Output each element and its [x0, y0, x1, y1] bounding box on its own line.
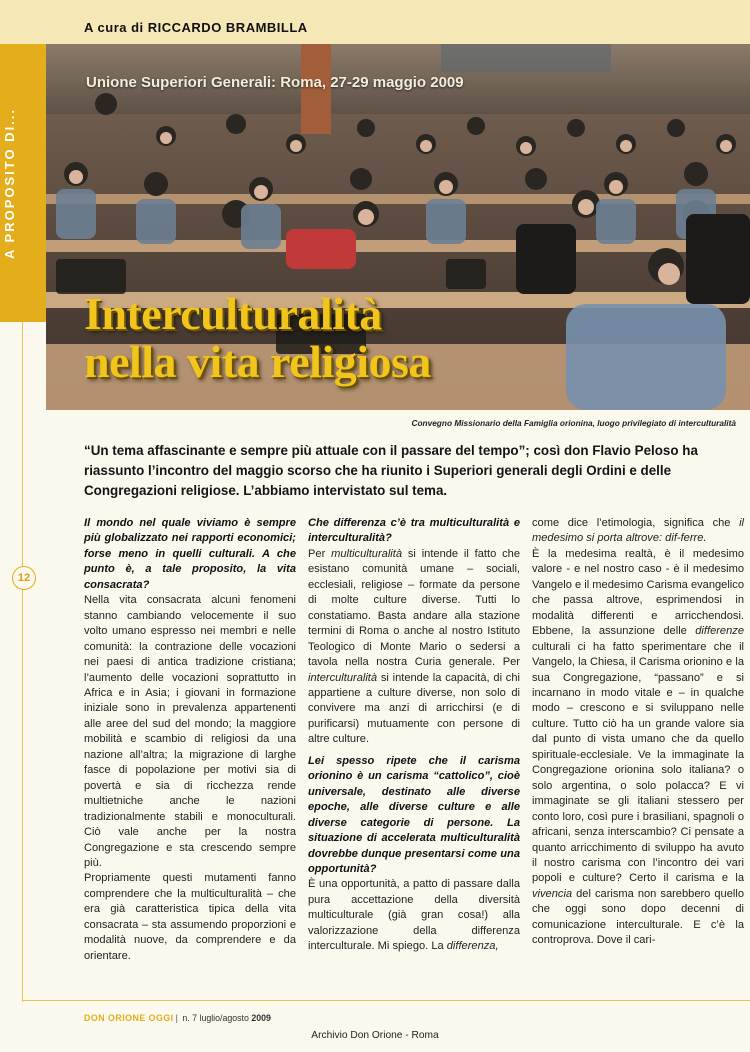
article-title — [84, 290, 431, 386]
curator-credit: A cura di RICCARDO BRAMBILLA — [84, 20, 308, 35]
title-line-2: nella vita religiosa — [84, 336, 431, 387]
emphasis: differenza, — [446, 940, 499, 953]
text-run: È la medesima realtà, è il medesimo valore - e nel nostro caso - è il medesimo Vangelo e il medesimo Carisma evangelico che passa altrove, esprimendosi in modalità differenti e arricchendosi. Ebbene, la assunzione delle — [532, 547, 744, 638]
section-label: A PROPOSITO DI... — [2, 107, 17, 259]
lead-paragraph: “Un tema affascinante e sempre più attuale con il passare del tempo”; così don Flavio Peloso ha riassunto l’incontro del maggio scorso che ha riunito i Superiori generali degli Ordini e delle Congregazioni religiose. L’abbiamo intervistato sul tema. — [84, 443, 698, 498]
header-bar — [0, 0, 750, 44]
text-run: del carisma non sarebbero quello che oggi sono dopo decenni di comunicazione interculturale. E c’è la controprova. Dove il cari- — [532, 887, 744, 947]
emphasis: multiculturalità — [331, 547, 403, 560]
issue-info: n. 7 luglio/agosto — [182, 1013, 249, 1023]
text-run: come dice l’etimologia, significa che — [532, 517, 740, 529]
answer-paragraph — [532, 516, 744, 547]
interview-question: Che differenza c’è tra multiculturalità e interculturalità? — [308, 517, 520, 545]
photo-caption: Convegno Missionario della Famiglia orionina, luogo privilegiato di interculturalità — [411, 418, 736, 428]
emphasis: differenze — [695, 625, 744, 638]
emphasis: il medesimo si porta altrove: dif-ferre. — [532, 517, 744, 545]
text-column-3 — [532, 516, 744, 949]
margin-rule — [22, 322, 23, 1002]
event-caption: Unione Superiori Generali: Roma, 27-29 maggio 2009 — [86, 74, 464, 91]
answer-paragraph — [308, 877, 520, 954]
interview-question: Lei spesso ripete che il carisma orionino è un carisma “cattolico”, cioè universale, destinato alle diverse epoche, alle diverse culture e alle diverse categorie di persone. La situazione di accelerata multiculturalità dovrebbe dunque presentarsi come una opportunità? — [308, 754, 520, 875]
emphasis: interculturalità — [308, 671, 378, 684]
page-footer: DON ORIONE OGGI | n. 7 luglio/agosto 2009 — [84, 1013, 271, 1023]
text-run: culturali ci ha fatto sperimentare che il Vangelo, la Chiesa, il Carisma orionino e la sua Congregazione, “passano” e si incarnano in modo vitale e – in qualche modo – crescono e si sviluppano nelle culture. Tutto ciò ha un grande valore sia dal punto di vista umano che da quello spirituale-ecclesiale. Ve la immaginate la Congregazione orionina solo italiana? o solo argentina, o solo polacca? E vi immaginate se gli italiani stessero per conto loro, così pure i brasiliani, spagnoli o africani, senza interscambio? Ci pensate a quanto arricchimento di sviluppo ha avuto il nostro carisma con l’incontro dei vari popoli e culture? Certo il carisma e la — [532, 640, 744, 885]
text-run: si intende il fatto che esistano comunità umane – sociali, ecclesiali, religiose – formate da persone di molte culture diverse. Tutti lo constatiamo. Basta andare alla stazione termini di Roma o anche al nostro Istituto Teologico di Monte Mario o sedersi a tavola nella nostra Curia generale. Per — [308, 547, 520, 669]
interview-question: Il mondo nel quale viviamo è sempre più globalizzato nei rapporti economici; forse meno in quelli culturali. A che punto è, a tale proposito, la vita consacrata? — [84, 517, 296, 591]
answer-paragraph — [308, 547, 520, 748]
title-line-1: Interculturalità — [84, 288, 382, 339]
answer-paragraph: Propriamente questi mutamenti fanno comprendere che la multiculturalità – che era già caratteristica tipica della vita consacrata – sta assumendo proporzioni e modalità nuove, da comprendere e da orientare. — [84, 872, 296, 962]
text-column-1 — [84, 516, 296, 964]
emphasis: vivencia — [532, 887, 573, 900]
archive-credit: Archivio Don Orione - Roma — [311, 1030, 439, 1041]
footer-rule — [22, 1000, 750, 1001]
text-run: si intende la capacità, di chi appartiene a culture diverse, non solo di convivere ma anzi di arricchirsi (e di purificarsi) mutuamente con persone di altre culture. — [308, 671, 520, 746]
text-column-2 — [308, 516, 520, 955]
answer-paragraph: Nella vita consacrata alcuni fenomeni stanno cambiando velocemente il suo volto umano espresso nei membri e nelle comunità: la contrazione delle vocazioni nei paesi di antica tradizione cristiana; l’aumento delle vocazioni soprattutto in Africa e in Asia; i giovani in formazione iniziale sono in prevalenza appartenenti alle aree del sud del mondo; la maggiore mobilità e scambio di religiosi da una nazione all’altra; la migrazione di larghe fasce di popolazione per motivi sia di povertà e sia di ricchezza rende multietniche anche le nazioni tradizionalmente stabili e monoculturali. Ciò vale anche per la nostra Congregazione e sta crescendo sempre più. — [84, 594, 296, 869]
answer-paragraph — [532, 547, 744, 949]
text-run: Per — [308, 547, 332, 560]
issue-year: 2009 — [251, 1013, 271, 1023]
text-run: È una opportunità, a patto di passare dalla pura accettazione della diversità multiculturale (già gran cosa!) alla valorizzazione della differenza interculturale. Mi spiego. La — [308, 878, 520, 953]
page-number: 12 — [12, 566, 36, 590]
magazine-name: DON ORIONE OGGI — [84, 1013, 174, 1023]
conference-photo — [46, 44, 750, 410]
